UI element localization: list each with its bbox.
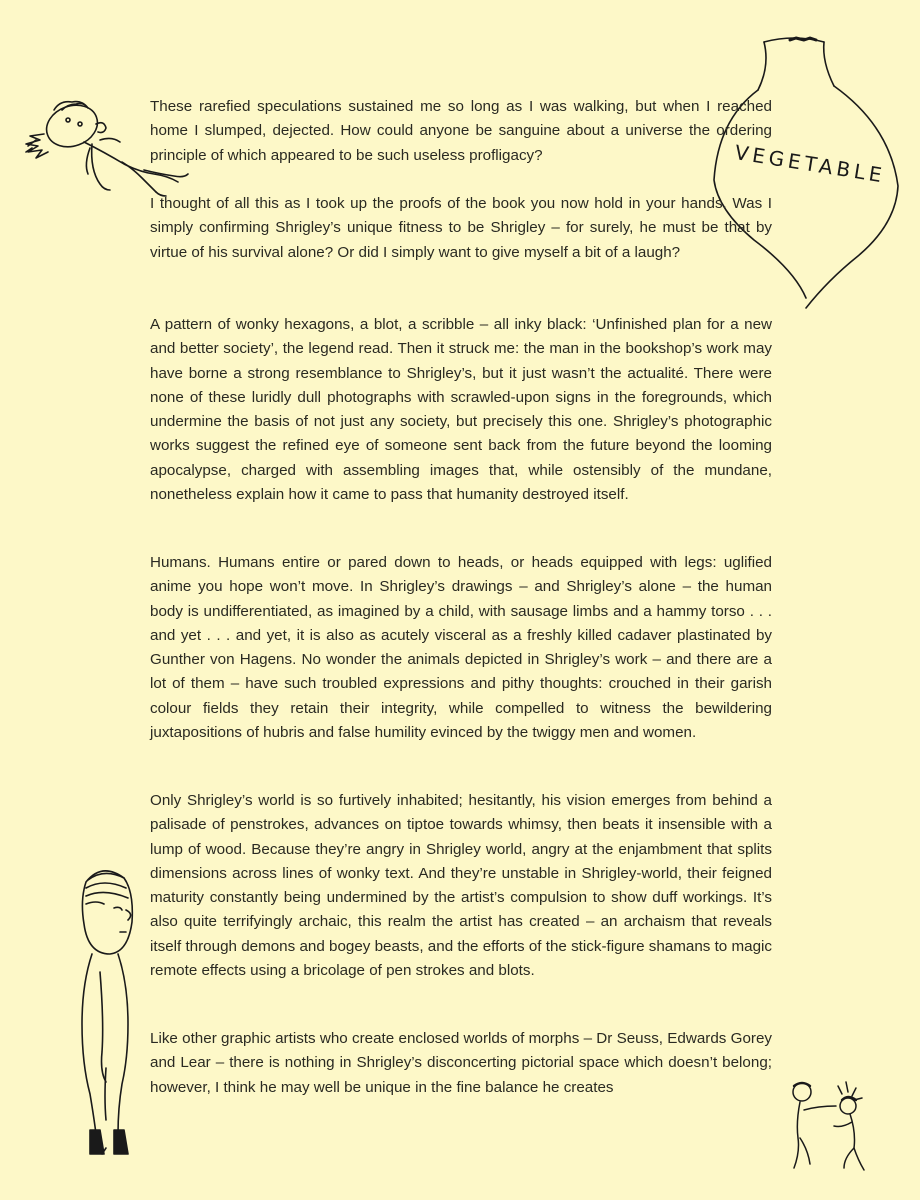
- paragraph-3: A pattern of wonky hexagons, a blot, a scribble – all inky black: ‘Unfinished plan for a new and better society’, the legend read. Then it struck me: the man in the bookshop’s work may have borne a strong resemblance to Shrigley’s, but it just wasn’t the actualité. There were none of these luridly dull photographs with scrawled-upon signs in the foregrounds, which undermine the basis of not just any society, but precisely this one. Shrigley’s photographic works suggest the refined eye of someone sent back from the future beyond the looming apocalypse, charged with assembling images that, while ostensibly of the mundane, nonetheless explain how it came to pass that humanity destroyed itself.: [150, 316, 772, 504]
- paragraph-6: Like other graphic artists who create enclosed worlds of morphs – Dr Seuss, Edwards Gorey and Lear – there is nothing in Shrigley’s disconcerting pictorial space which doesn’t belong; however, I think he may well be unique in the fine balance he creates: [150, 1030, 772, 1096]
- paragraph-4: Humans. Humans entire or pared down to heads, or heads equipped with legs: uglified anime you hope won’t move. In Shrigley’s drawings – and Shrigley’s alone – the human body is undifferentiated, as imagined by a child, with sausage limbs and a hammy torso . . . and yet . . . and yet, it is also as acutely visceral as a freshly killed cadaver plastinated by Gunther von Hagens. No wonder the animals depicted in Shrigley’s work – and there are a lot of them – have such troubled expressions and pithy thoughts: crouched in their garish colour fields they retain their integrity, while compelled to witness the bewildering juxtapositions of hubris and false humility evinced by the twiggy men and women.: [150, 554, 772, 742]
- punching-figures-drawing: [782, 1076, 892, 1186]
- paragraph-2: I thought of all this as I took up the proofs of the book you now hold in your hands. Was I simply confirming Shrigley’s unique fitness to be Shrigley – for surely, he must be that by virtue of his survival alone? Or did I simply want to give myself a bit of a laugh?: [150, 195, 772, 261]
- vase-label: VEGETABLE: [733, 140, 888, 188]
- paragraph-5: Only Shrigley’s world is so furtively inhabited; hesitantly, his vision emerges from behind a palisade of penstrokes, advances on tiptoe towards whimsy, then beats it insensible with a lump of wood. Because they’re angry in Shrigley world, angry at the enjambment that splits dimensions across lines of wonky text. And they’re unstable in Shrigley-world, their feigned maturity constantly being undermined by the artist’s compulsion to show duff workings. It’s also quite terrifyingly archaic, this realm the artist has created – an archaism that reveals itself through demons and bogey beasts, and the efforts of the stick-figure shamans to magic remote effects using a bricolage of pen strokes and blots.: [150, 792, 772, 980]
- paragraph-1: These rarefied speculations sustained me so long as I was walking, but when I reached home I slumped, dejected. How could anyone be sanguine about a universe the ordering principle of which appeared to be such useless profligacy?: [150, 98, 772, 164]
- standing-figure-drawing: [62, 862, 162, 1172]
